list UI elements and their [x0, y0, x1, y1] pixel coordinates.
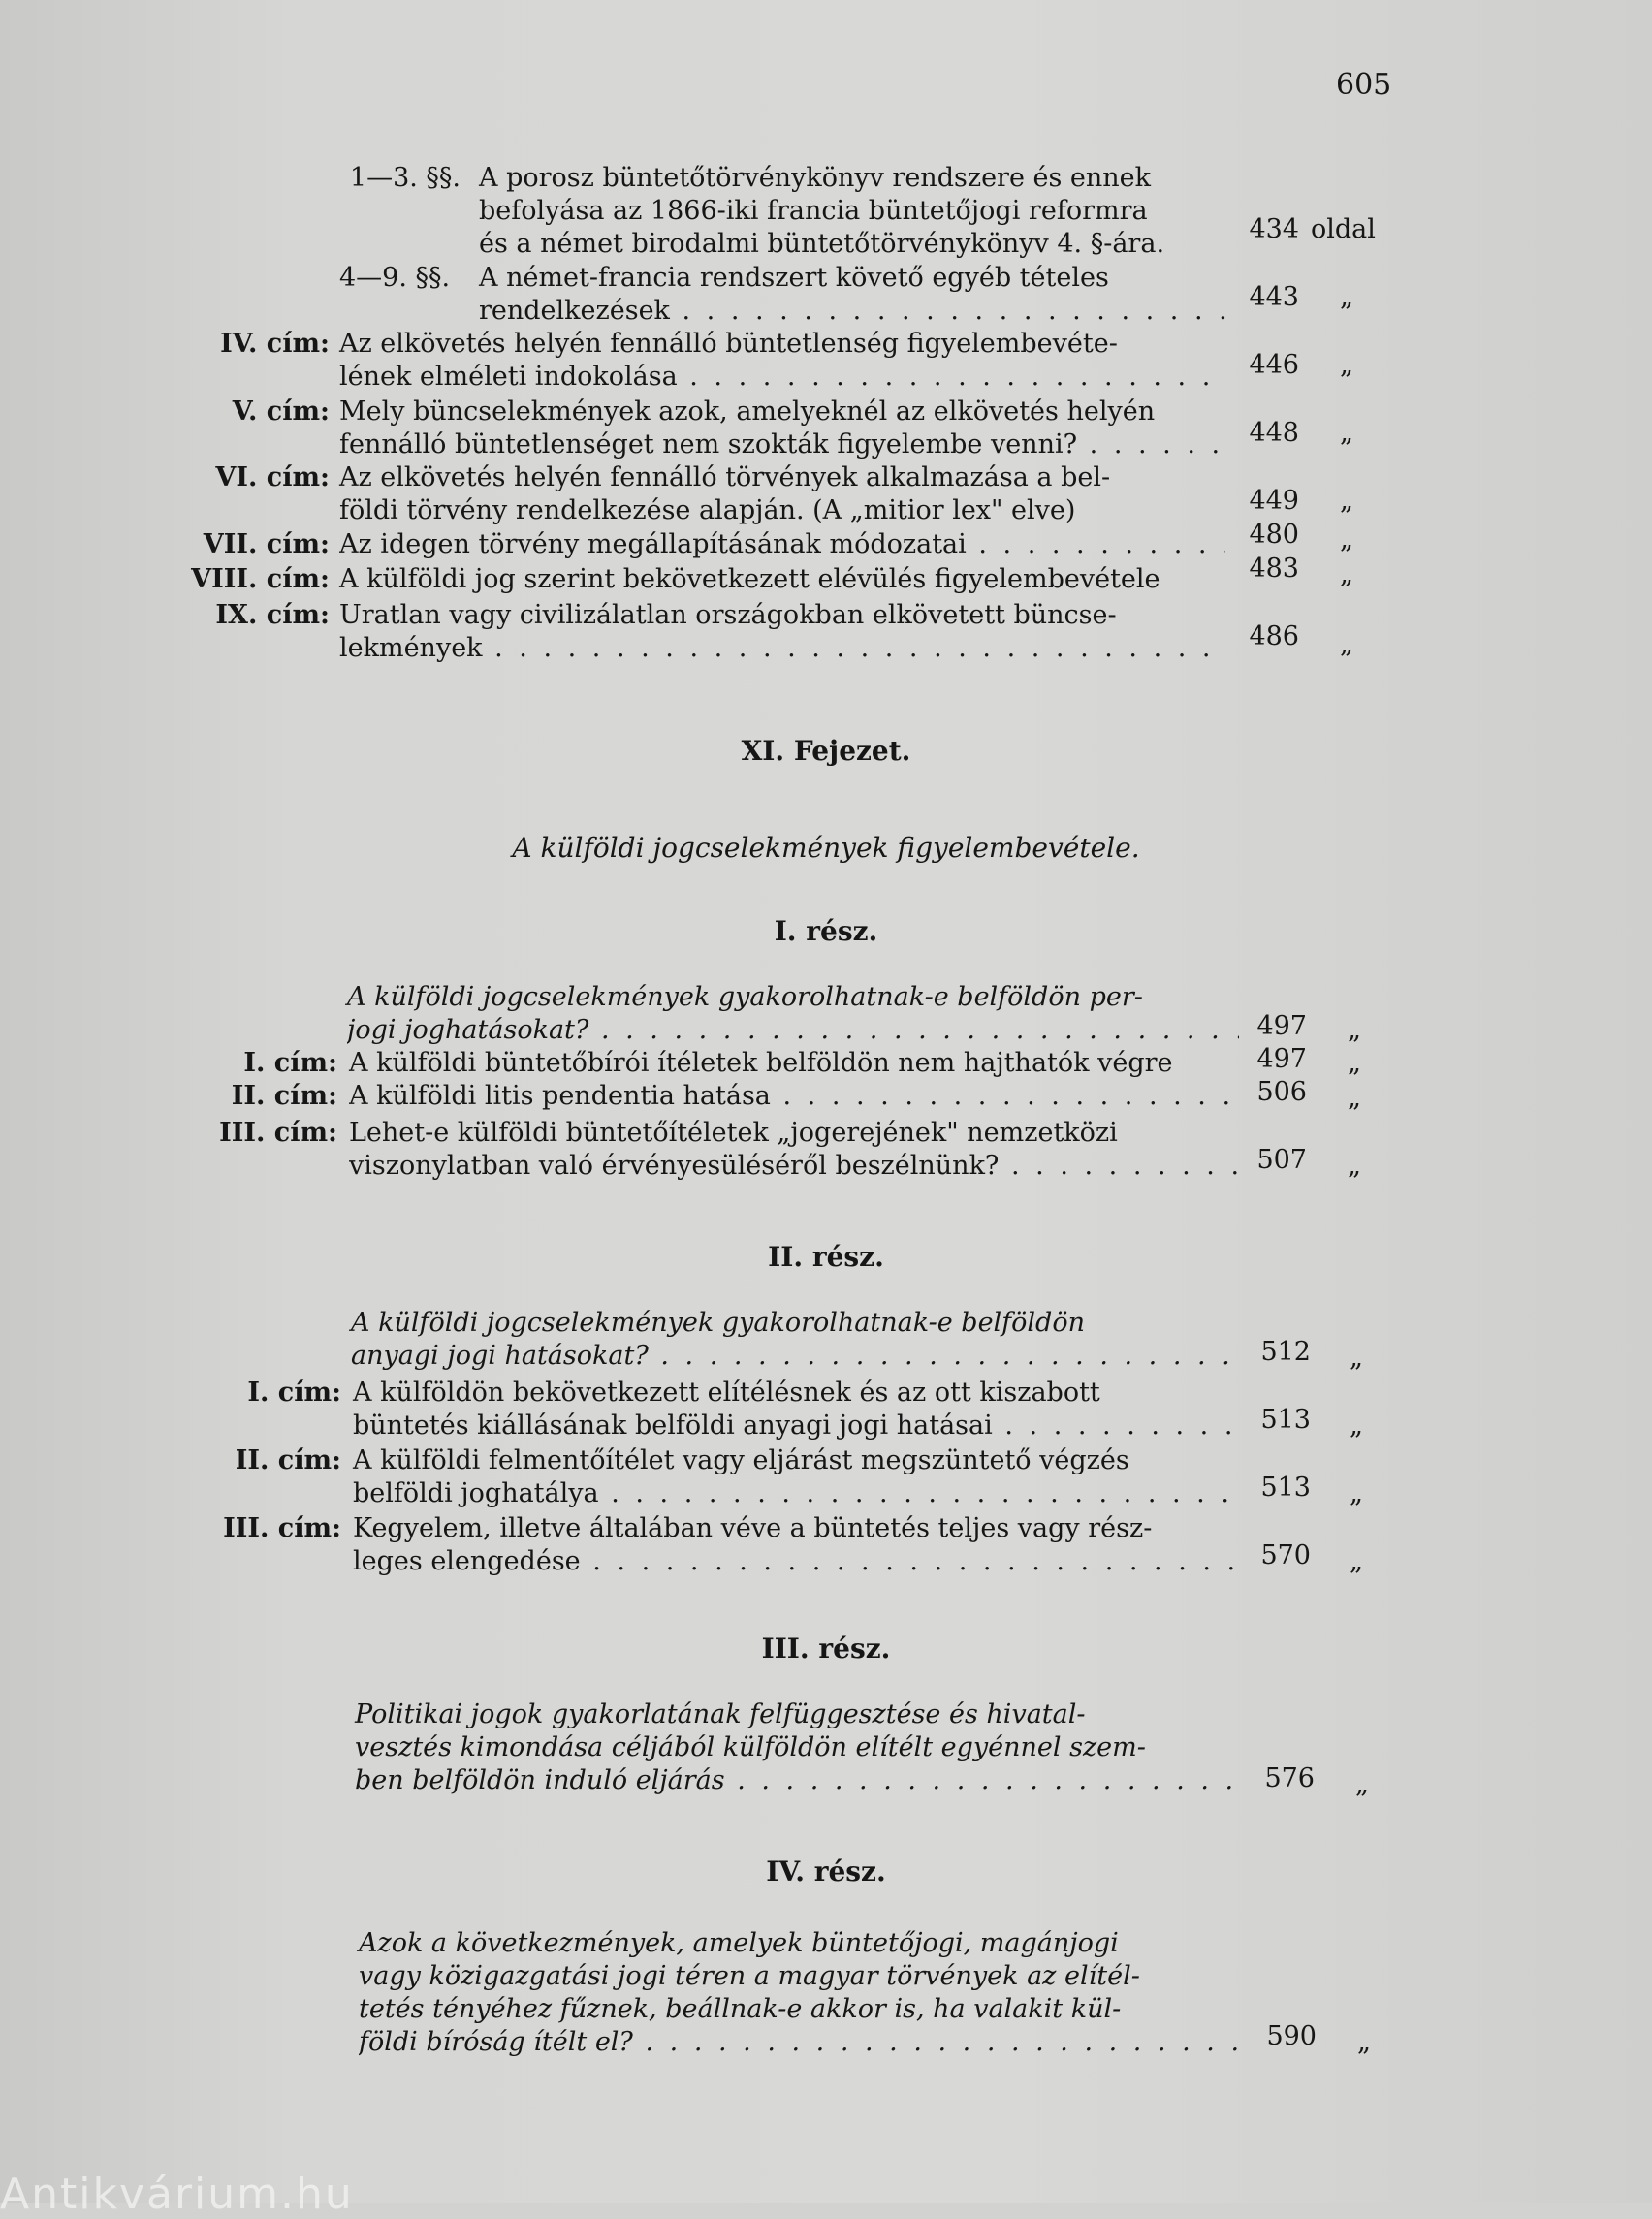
- intro-line: ben belföldön induló eljárás . . .: [355, 1764, 1245, 1797]
- intro-line: vesztés kimondása céljából külföldön elítélt egyénnel szem-: [355, 1732, 1146, 1762]
- entry-label: IX. cím:: [215, 600, 330, 630]
- part-title: I. rész.: [774, 915, 878, 947]
- part-title: IV. rész.: [766, 1855, 886, 1887]
- watermark-text: Antikvárium.hu: [0, 2170, 354, 2219]
- entry-label: I. cím:: [243, 1048, 337, 1078]
- page-ref: 507: [1256, 1145, 1307, 1175]
- page-unit: „: [1348, 1048, 1361, 1078]
- entry-label: VII. cím:: [203, 529, 330, 559]
- page-ref: 449: [1249, 486, 1299, 516]
- entry-line: A külföldi felmentőítélet vagy eljárást megszüntető végzés: [353, 1445, 1129, 1475]
- page-ref: 506: [1256, 1077, 1307, 1107]
- entry-line: földi törvény rendelkezése alapján. (A „mitior lex" elve): [339, 495, 1076, 525]
- page-ref: 483: [1249, 554, 1299, 584]
- entry-label: V. cím:: [232, 396, 330, 427]
- entry-line: leges elengedése . . .: [353, 1545, 1241, 1578]
- page-unit: „: [1348, 1083, 1361, 1113]
- entry-line: rendelkezések . . .: [479, 295, 1225, 328]
- intro-line: A külföldi jogcselekmények gyakorolhatnak-e belföldön per-: [347, 982, 1143, 1012]
- page-ref: 434: [1249, 214, 1299, 244]
- entry-line: A külföldön bekövetkezett elítélésnek és az ott kiszabott: [353, 1378, 1100, 1408]
- chapter-subtitle: A külföldi jogcselekmények figyelembevétele.: [512, 832, 1140, 864]
- page-unit: „: [1357, 2027, 1371, 2057]
- entry-line: A porosz büntetőtörvénykönyv rendszere és ennek: [479, 163, 1152, 193]
- entry-line: viszonylatban való érvényesüléséről beszélnünk? . . .: [349, 1150, 1239, 1183]
- intro-line: földi bíróság ítélt el? . . .: [359, 2026, 1249, 2059]
- page-unit: „: [1340, 486, 1353, 516]
- entry-line: Uratlan vagy civilizálatlan országokban elkövetett büncse-: [339, 600, 1117, 630]
- entry-line: Az idegen törvény megállapításának módozatai . . .: [339, 528, 1225, 561]
- intro-line: vagy közigazgatási jogi téren a magyar törvények az elítél-: [359, 1961, 1140, 1991]
- page-unit: „: [1355, 1769, 1369, 1799]
- intro-line: Politikai jogok gyakorlatának felfüggesztése és hivatal-: [355, 1699, 1086, 1729]
- entry-label: III. cím:: [219, 1118, 337, 1148]
- page-ref: 443: [1249, 282, 1299, 312]
- page-unit: „: [1348, 1015, 1361, 1045]
- page-ref: 497: [1256, 1011, 1307, 1041]
- page-unit: „: [1340, 559, 1353, 589]
- entry-line: A külföldi jog szerint bekövetkezett elévülés figyelembevétele: [339, 564, 1160, 594]
- intro-line: anyagi jogi hatásokat? . . .: [351, 1340, 1241, 1373]
- page-unit: oldal: [1311, 214, 1376, 244]
- intro-line: jogi joghatásokat? . . .: [347, 1014, 1239, 1047]
- part-title: II. rész.: [768, 1241, 884, 1273]
- entry-label: III. cím:: [223, 1513, 341, 1543]
- entry-line: büntetés kiállásának belföldi anyagi jogi hatásai . . .: [353, 1410, 1241, 1442]
- entry-line: A német-francia rendszert követő egyéb tételes: [479, 263, 1109, 293]
- page-unit: „: [1340, 629, 1353, 659]
- entry-line: belföldi joghatálya . . .: [353, 1477, 1241, 1510]
- entry-line: és a német birodalmi büntetőtörvénykönyv 4. §-ára.: [479, 229, 1165, 259]
- entry-line: fennálló büntetlenséget nem szokták figyelembe venni? . . .: [339, 428, 1225, 461]
- entry-line: befolyása az 1866-iki francia büntetőjogi reformra: [479, 196, 1148, 226]
- page-unit: „: [1348, 1151, 1361, 1181]
- page-unit: „: [1350, 1411, 1363, 1441]
- page-ref: 512: [1260, 1337, 1311, 1367]
- entry-line: Az elkövetés helyén fennálló büntetlenség figyelembevéte-: [339, 329, 1118, 359]
- intro-line: tetés tényéhez fűznek, beállnak-e akkor is, ha valakit kül-: [359, 1994, 1122, 2024]
- entry-label: IV. cím:: [220, 329, 330, 359]
- entry-line: A külföldi büntetőbírói ítéletek belföldön nem hajthatók végre: [349, 1048, 1173, 1078]
- page-unit: „: [1350, 1343, 1363, 1373]
- page-unit: „: [1340, 350, 1353, 380]
- page-unit: „: [1340, 524, 1353, 555]
- entry-label: VI. cím:: [215, 462, 330, 492]
- page-number: 605: [1336, 68, 1392, 102]
- intro-line: Azok a következmények, amelyek büntetőjogi, magánjogi: [359, 1928, 1119, 1958]
- page-ref: 497: [1256, 1044, 1307, 1074]
- page-ref: 446: [1249, 350, 1299, 380]
- entry-line: lekmények . . .: [339, 632, 1225, 665]
- page-ref: 513: [1260, 1473, 1311, 1503]
- entry-line: Az elkövetés helyén fennálló törvények alkalmazása a bel-: [339, 462, 1111, 492]
- page-ref: 486: [1249, 621, 1299, 651]
- entry-label: II. cím:: [231, 1081, 337, 1111]
- entry-line: lének elméleti indokolása . . .: [339, 361, 1225, 394]
- page-unit: „: [1340, 282, 1353, 312]
- entry-line: Lehet-e külföldi büntetőítéletek „jogerejének" nemzetközi: [349, 1118, 1118, 1148]
- page-ref: 570: [1260, 1540, 1311, 1570]
- page-ref: 513: [1260, 1405, 1311, 1435]
- entry-line: Kegyelem, illetve általában véve a büntetés teljes vagy rész-: [353, 1513, 1153, 1543]
- chapter-title: XI. Fejezet.: [741, 735, 911, 767]
- page-unit: „: [1350, 1546, 1363, 1576]
- page-ref: 590: [1266, 2021, 1317, 2051]
- entry-label: I. cím:: [247, 1378, 341, 1408]
- page-ref: 480: [1249, 520, 1299, 550]
- page-ref: 448: [1249, 418, 1299, 448]
- part-title: III. rész.: [761, 1633, 891, 1664]
- entry-label: II. cím:: [235, 1445, 341, 1475]
- intro-line: A külföldi jogcselekmények gyakorolhatnak-e belföldön: [351, 1308, 1085, 1338]
- page-unit: „: [1340, 418, 1353, 448]
- entry-label: 4—9. §§.: [339, 263, 451, 293]
- entry-line: Mely büncselekmények azok, amelyeknél az elkövetés helyén: [339, 396, 1156, 427]
- entry-line: A külföldi litis pendentia hatása . . .: [349, 1080, 1239, 1113]
- page-ref: 576: [1264, 1763, 1315, 1793]
- entry-label: 1—3. §§.: [349, 163, 461, 193]
- page-unit: „: [1350, 1478, 1363, 1508]
- entry-label: VIII. cím:: [191, 564, 330, 594]
